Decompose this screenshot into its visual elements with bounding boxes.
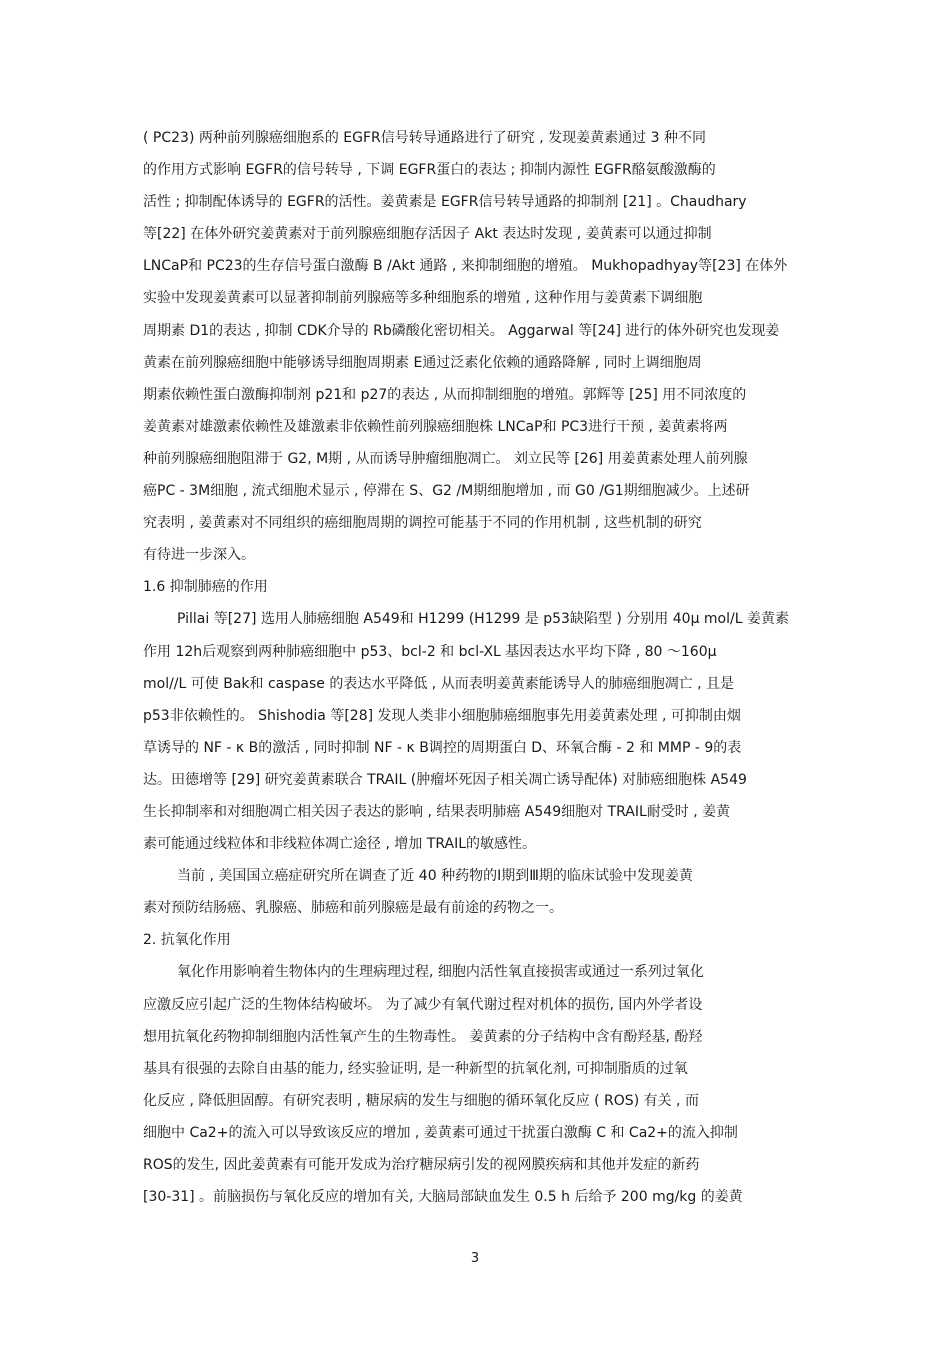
text-line: 化反应 , 降低胆固醇。有研究表明 , 糖尿病的发生与细胞的循环氧化反应 ( ROS) 有关 , 而 bbox=[143, 1092, 699, 1109]
text-line: p53非依赖性的。 Shishodia 等[28] 发现人类非小细胞肺癌细胞事先用姜黄素处理 , 可抑制由烟 bbox=[143, 707, 741, 724]
text-line: 想用抗氧化药物抑制细胞内活性氧产生的生物毒性。 姜黄素的分子结构中含有酚羟基, 酚羟 bbox=[143, 1028, 703, 1045]
text-line: 的作用方式影响 EGFR的信号转导 , 下调 EGFR蛋白的表达 ; 抑制内源性 EGFR酪氨酸激酶的 bbox=[143, 162, 716, 179]
body-text bbox=[143, 122, 809, 1213]
text-line: 细胞中 Ca2+的流入可以导致该反应的增加 , 姜黄素可通过干扰蛋白激酶 C 和 Ca2+的流入抑制 bbox=[143, 1124, 738, 1141]
text-line: 生长抑制率和对细胞凋亡相关因子表达的影响 , 结果表明肺癌 A549细胞对 TRAIL耐受时 , 姜黄 bbox=[143, 803, 731, 820]
text-line: 达。田德增等 [29] 研究姜黄素联合 TRAIL (肿瘤坏死因子相关凋亡诱导配体) 对肺癌细胞株 A549 bbox=[143, 771, 747, 788]
text-line: 基具有很强的去除自由基的能力, 经实验证明, 是一种新型的抗氧化剂, 可抑制脂质的过氧 bbox=[143, 1060, 688, 1077]
page-number: 3 bbox=[470, 1251, 480, 1266]
text-line: ( PC23) 两种前列腺癌细胞系的 EGFR信号转导通路进行了研究 , 发现姜黄素通过 3 种不同 bbox=[143, 130, 706, 146]
text-line: 2. 抗氧化作用 bbox=[143, 932, 231, 949]
text-line: 周期素 D1的表达 , 抑制 CDK介导的 Rb磷酸化密切相关。 Aggarwal 等[24] 进行的体外研究也发现姜 bbox=[143, 322, 780, 339]
text-line: 有待进一步深入。 bbox=[143, 547, 255, 564]
text-line: 氧化作用影响着生物体内的生理病理过程, 细胞内活性氧直接损害或通过一系列过氧化 bbox=[177, 964, 704, 981]
text-line: 黄素在前列腺癌细胞中能够诱导细胞周期素 E通过泛素化依赖的通路降解 , 同时上调细胞周 bbox=[143, 354, 702, 371]
text-line: 当前 , 美国国立癌症研究所在调查了近 40 种药物的Ⅰ期到Ⅲ期的临床试验中发现姜黄 bbox=[177, 868, 693, 885]
text-line: 1.6 抑制肺癌的作用 bbox=[143, 579, 268, 596]
text-line: 等[22] 在体外研究姜黄素对于前列腺癌细胞存活因子 Akt 表达时发现 , 姜黄素可以通过抑制 bbox=[143, 226, 712, 243]
text-line: 姜黄素对雄激素依赖性及雄激素非依赖性前列腺癌细胞株 LNCaP和 PC3进行干预 , 姜黄素将两 bbox=[143, 418, 728, 435]
text-line: 素可能通过线粒体和非线粒体凋亡途径 , 增加 TRAIL的敏感性。 bbox=[143, 836, 537, 853]
text-line: 活性 ; 抑制配体诱导的 EGFR的活性。姜黄素是 EGFR信号转导通路的抑制剂 [21] 。Chaudhary bbox=[143, 194, 747, 211]
text-line: ROS的发生, 因此姜黄素有可能开发成为治疗糖尿病引发的视网膜疾病和其他并发症的新药 bbox=[143, 1157, 700, 1173]
text-line: 种前列腺癌细胞阻滞于 G2, M期 , 从而诱导肿瘤细胞凋亡。 刘立民等 [26] 用姜黄素处理人前列腺 bbox=[143, 450, 748, 467]
text-line: 期素依赖性蛋白激酶抑制剂 p21和 p27的表达 , 从而抑制细胞的增殖。郭辉等 [25] 用不同浓度的 bbox=[143, 386, 747, 403]
text-line: 究表明 , 姜黄素对不同组织的癌细胞周期的调控可能基于不同的作用机制 , 这些机制的研究 bbox=[143, 515, 702, 532]
text-line: 癌PC - 3M细胞 , 流式细胞术显示 , 停滞在 S、G2 /M期细胞增加 , 而 G0 /G1期细胞减少。上述研 bbox=[143, 483, 750, 500]
text-line: [30-31] 。前脑损伤与氧化反应的增加有关, 大脑局部缺血发生 0.5 h 后给予 200 mg/kg 的姜黄 bbox=[143, 1189, 743, 1206]
text-line: 草诱导的 NF - κ B的激活 , 同时抑制 NF - κ B调控的周期蛋白 D、环氧合酶 - 2 和 MMP - 9的表 bbox=[143, 739, 742, 756]
text-line: LNCaP和 PC23的生存信号蛋白激酶 B /Akt 通路 , 来抑制细胞的增殖。 Mukhopadhyay等[23] 在体外 bbox=[143, 258, 788, 275]
text-line: 应激反应引起广泛的生物体结构破坏。 为了减少有氧代谢过程对机体的损伤, 国内外学者设 bbox=[143, 996, 703, 1013]
text-line: Pillai 等[27] 选用人肺癌细胞 A549和 H1299 (H1299 是 p53缺陷型 ) 分别用 40μ mol/L 姜黄素 bbox=[177, 611, 789, 628]
text-line: 素对预防结肠癌、乳腺癌、肺癌和前列腺癌是最有前途的药物之一。 bbox=[143, 900, 563, 917]
text-line: 实验中发现姜黄素可以显著抑制前列腺癌等多种细胞系的增殖 , 这种作用与姜黄素下调细胞 bbox=[143, 290, 703, 307]
text-line: mol//L 可使 Bak和 caspase 的表达水平降低 , 从而表明姜黄素能诱导人的肺癌细胞凋亡 , 且是 bbox=[143, 675, 735, 692]
text-line: 作用 12h后观察到两种肺癌细胞中 p53、bcl-2 和 bcl-XL 基因表达水平均下降 , 80 ～160μ bbox=[143, 643, 717, 660]
